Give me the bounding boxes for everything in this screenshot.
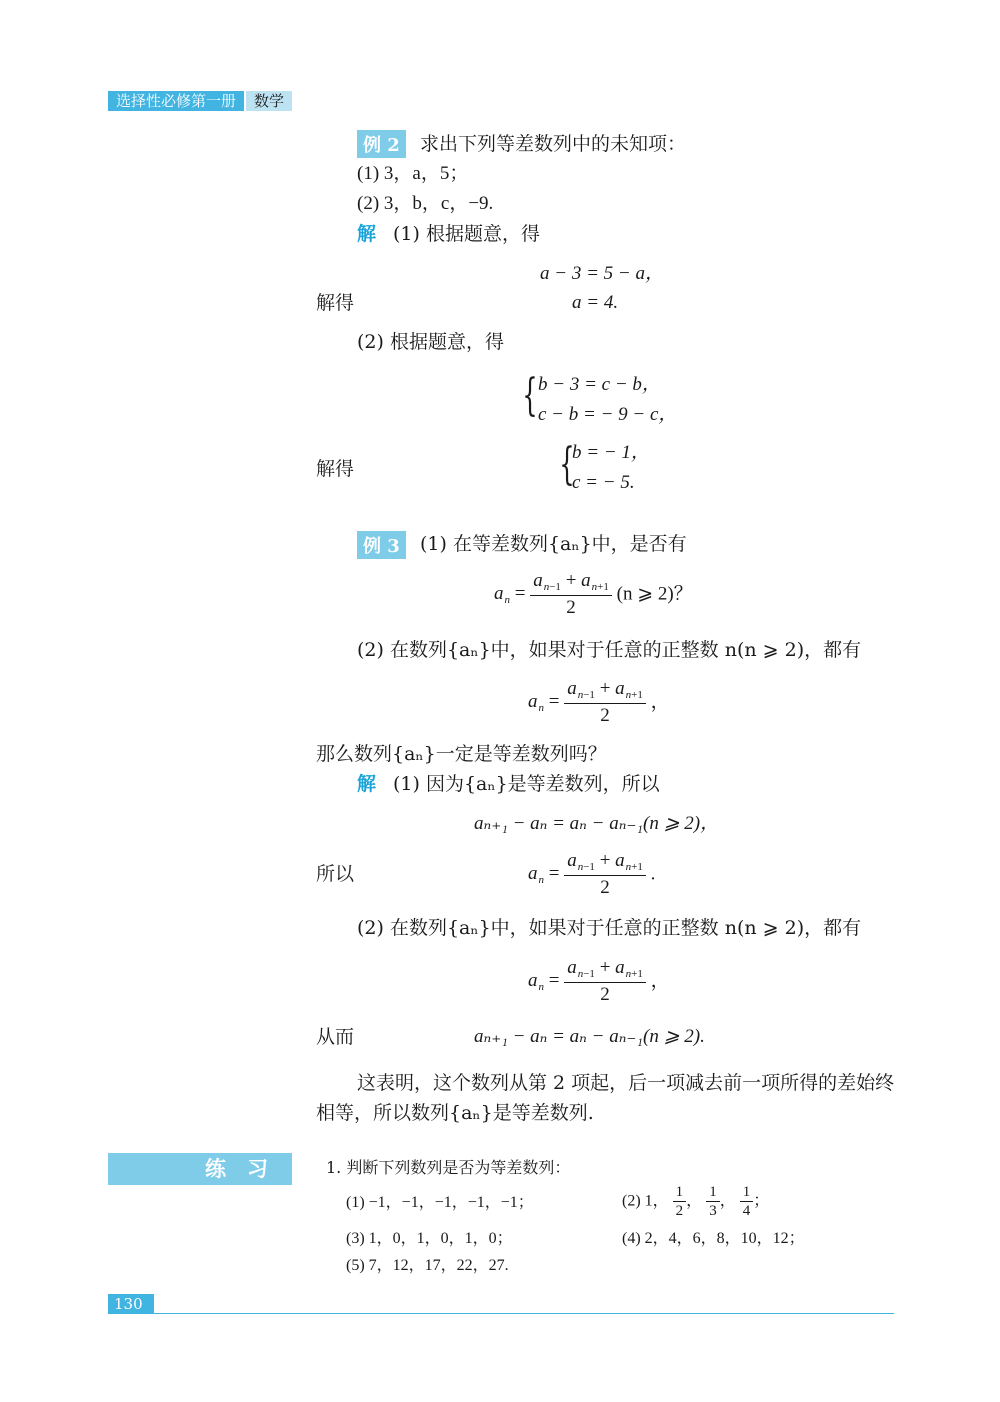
example-3-question-1: (1) 在等差数列{aₙ}中，是否有 — [420, 533, 687, 555]
example-3-solution-1-intro: (1) 因为{aₙ}是等差数列，所以 — [393, 773, 660, 795]
jiede-label-2: 解得 — [316, 458, 355, 480]
practice-item-1: (1) −1，−1，−1，−1，−1； — [346, 1194, 534, 1211]
system-1-line-2: c − b = − 9 − c， — [538, 404, 678, 425]
example-2-solution-1-intro: (1) 根据题意，得 — [393, 223, 540, 245]
formula-an-average-2: $a_n$ = $\frac{a_{n-1} + a_{n+1}}{2}$ ， — [528, 678, 670, 726]
practice-item-2-prefix: (2) 1， — [622, 1192, 669, 1210]
formula-tail: . — [650, 863, 656, 885]
page-number: 130 — [114, 1295, 143, 1313]
example-3-solution-label: 解 — [357, 773, 377, 795]
formula-tail: ， — [650, 691, 670, 713]
difference-equation-1: aₙ₊₁ − aₙ = aₙ − aₙ₋₁(n ⩾ 2)， — [474, 813, 720, 834]
example-3-badge: 例 3 — [357, 531, 406, 559]
conclusion-line-2: 相等，所以数列{aₙ}是等差数列. — [316, 1102, 594, 1124]
footer-rule — [154, 1313, 894, 1314]
jiede-label-1: 解得 — [316, 292, 355, 314]
example-2-solution-2-intro: (2) 根据题意，得 — [357, 331, 504, 353]
practice-item-3: (3) 1，0，1，0，1，0； — [346, 1230, 513, 1247]
example-2-solution-label: 解 — [357, 223, 377, 245]
difference-equation-2: aₙ₊₁ − aₙ = aₙ − aₙ₋₁(n ⩾ 2). — [474, 1026, 705, 1047]
formula-tail: ， — [650, 970, 670, 992]
left-brace: { — [522, 370, 538, 421]
left-brace: { — [559, 439, 575, 490]
conclusion-line-1: 这表明，这个数列从第 2 项起，后一项减去前一项所得的差始终 — [357, 1072, 895, 1094]
congér-label: 从而 — [316, 1026, 355, 1048]
example-2-badge: 例 2 — [357, 130, 406, 158]
suoyi-label: 所以 — [316, 863, 355, 885]
example-3-ask: 那么数列{aₙ}一定是等差数列吗？ — [316, 743, 607, 765]
system-2-line-1: b = − 1， — [572, 442, 650, 463]
practice-item-4: (4) 2，4，6，8，10，12； — [622, 1230, 805, 1247]
formula-an-average-3: $a_n$ = $\frac{a_{n-1} + a_{n+1}}{2}$ . — [528, 850, 656, 898]
book-title: 选择性必修第一册 — [108, 91, 244, 111]
example-3-solution-2-intro: (2) 在数列{aₙ}中，如果对于任意的正整数 n(n ⩾ 2)，都有 — [357, 917, 862, 939]
formula-tail: (n ⩾ 2)？ — [616, 583, 693, 605]
example-3-question-2: (2) 在数列{aₙ}中，如果对于任意的正整数 n(n ⩾ 2)，都有 — [357, 639, 862, 661]
practice-item-2: (2) 1， $\frac{1}{2}$ ， $\frac{1}{3}$ ， $\frac{1}{4}$ ； — [622, 1184, 770, 1219]
equation-a-minus-3: a − 3 = 5 − a， — [540, 263, 664, 284]
system-2-line-2: c = − 5. — [572, 472, 635, 493]
practice-item-5: (5) 7，12，17，22，27. — [346, 1257, 509, 1274]
subject-label: 数学 — [246, 91, 292, 111]
example-2-item-2: (2) 3，b，c，−9. — [357, 193, 494, 214]
example-2-item-1: (1) 3，a，5； — [357, 163, 469, 184]
formula-an-average-4: $a_n$ = $\frac{a_{n-1} + a_{n+1}}{2}$ ， — [528, 957, 670, 1005]
example-2-prompt: 求出下列等差数列中的未知项： — [420, 133, 687, 155]
formula-an-average-1: $a_n$ = $\frac{a_{n-1} + a_{n+1}}{2}$ (n ⩾ 2)？ — [494, 570, 693, 618]
equation-a-equals-4: a = 4. — [572, 292, 619, 313]
practice-title: 练 习 — [205, 1156, 268, 1181]
system-1-line-1: b − 3 = c − b， — [538, 374, 661, 395]
practice-item-2-suffix: ； — [753, 1192, 770, 1210]
practice-question-1: 1. 判断下列数列是否为等差数列： — [326, 1158, 571, 1177]
